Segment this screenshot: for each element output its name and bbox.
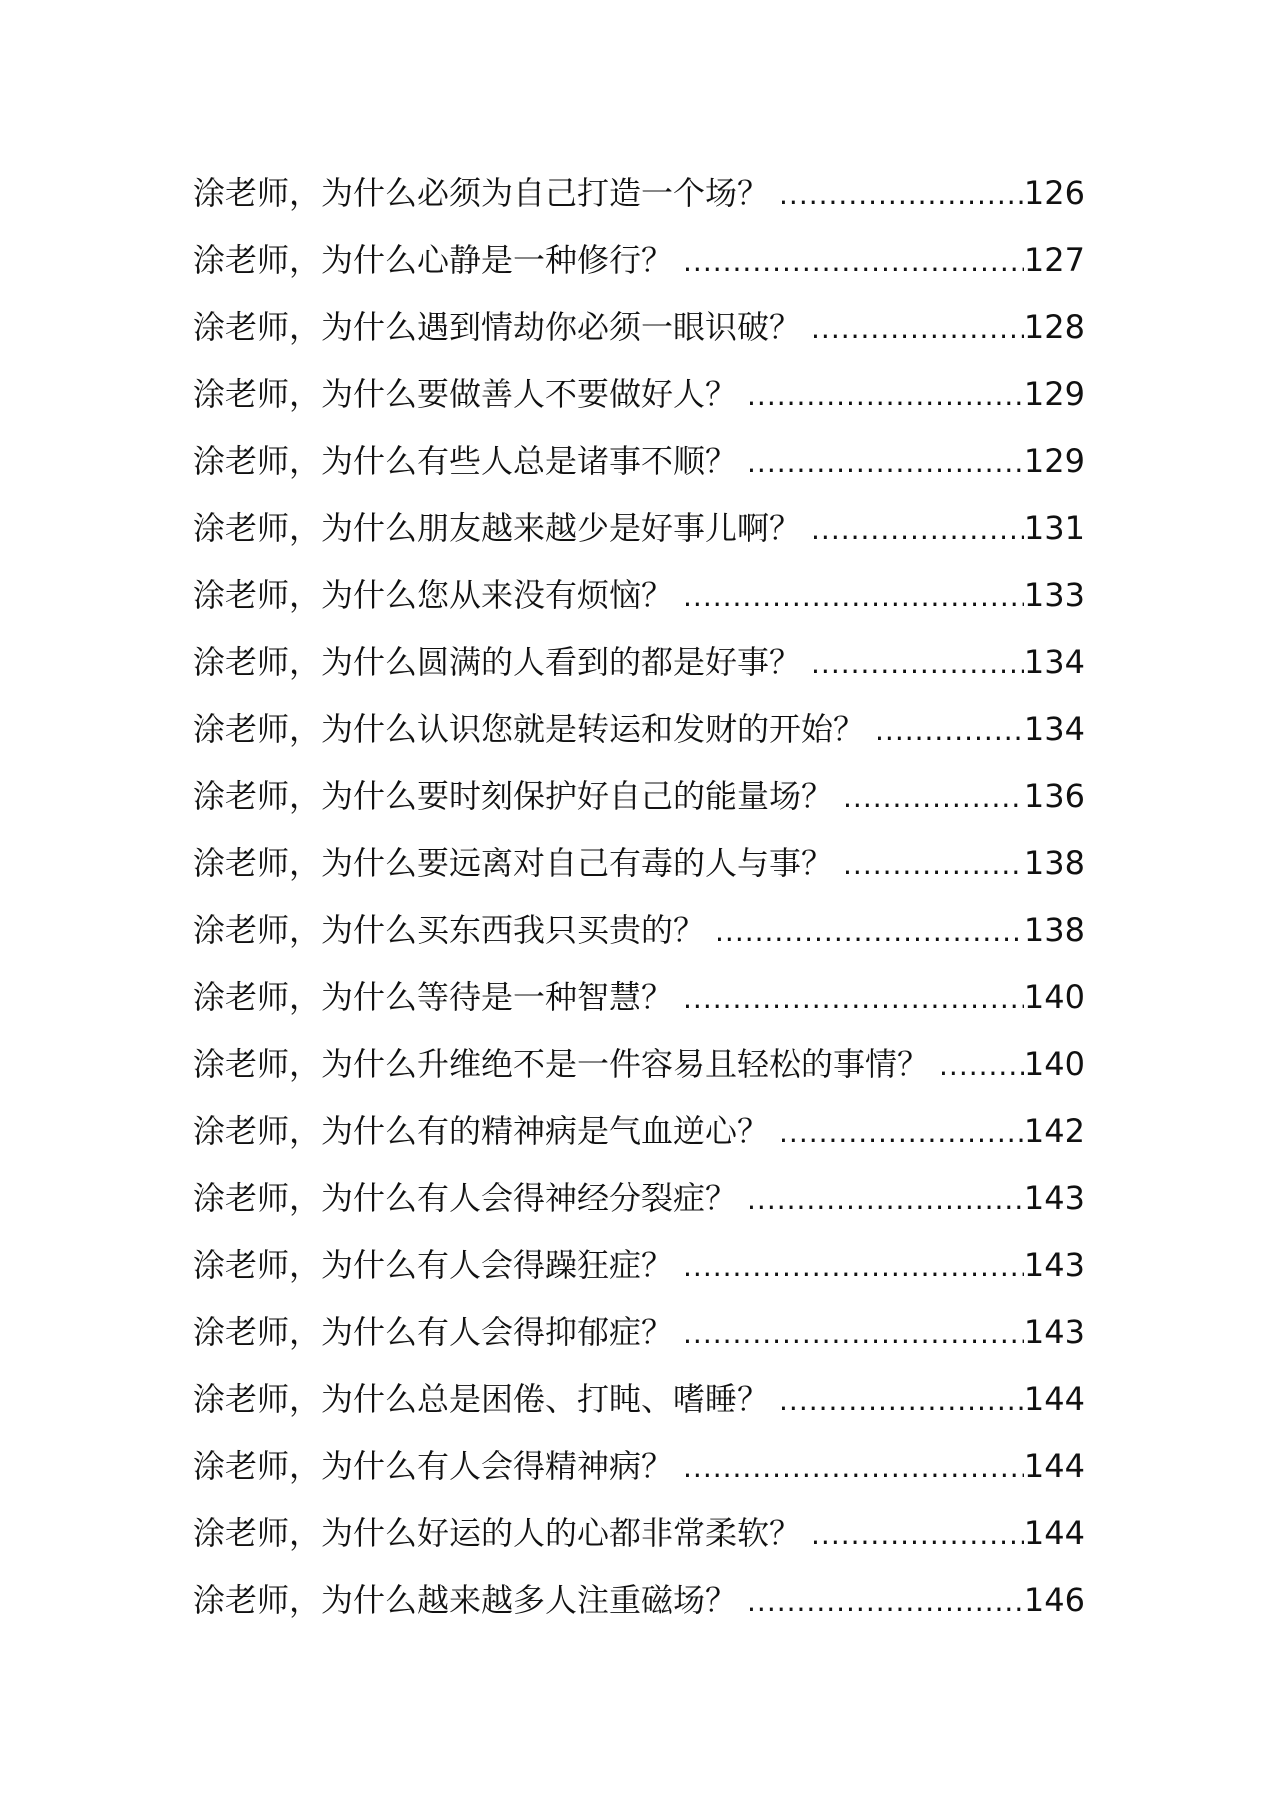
dot-leader	[747, 362, 1024, 429]
dot-leader	[683, 228, 1024, 295]
toc-entry-page: 133	[1023, 576, 1085, 614]
toc-entry-page: 140	[1023, 1045, 1085, 1083]
toc-entry-title: 涂老师，为什么好运的人的心都非常柔软？	[193, 1514, 802, 1552]
toc-entry	[193, 897, 1085, 964]
toc-entry-title: 涂老师，为什么必须为自己打造一个场？	[193, 174, 770, 212]
toc-entry-page: 140	[1023, 978, 1085, 1016]
toc-entry-title: 涂老师，为什么总是困倦、打盹、嗜睡？	[193, 1380, 770, 1418]
toc-entry-page: 144	[1023, 1380, 1085, 1418]
toc-entry-title: 涂老师，为什么有人会得躁狂症？	[193, 1246, 674, 1284]
toc-entry-page: 127	[1023, 241, 1085, 279]
toc-entry-page: 129	[1023, 442, 1085, 480]
toc-entry-page: 146	[1023, 1581, 1085, 1619]
toc-entry	[193, 763, 1085, 830]
toc-entry-page: 136	[1023, 777, 1085, 815]
toc-entry	[193, 1567, 1085, 1634]
dot-leader	[779, 161, 1024, 228]
toc-entry	[193, 294, 1085, 361]
toc-entry	[193, 1500, 1085, 1567]
toc-entry-title: 涂老师，为什么圆满的人看到的都是好事？	[193, 643, 802, 681]
toc-entry-page: 134	[1023, 643, 1085, 681]
toc-entry-page: 144	[1023, 1514, 1085, 1552]
dot-leader	[747, 429, 1024, 496]
toc-entry	[193, 227, 1085, 294]
dot-leader	[747, 1568, 1024, 1635]
toc-entry-title: 涂老师，为什么要做善人不要做好人？	[193, 375, 738, 413]
toc-entry-page: 142	[1023, 1112, 1085, 1150]
dot-leader	[843, 764, 1024, 831]
toc-entry-title: 涂老师，为什么有人会得抑郁症？	[193, 1313, 674, 1351]
toc-entry-title: 涂老师，为什么要时刻保护好自己的能量场？	[193, 777, 834, 815]
dot-leader	[939, 1032, 1024, 1099]
toc-entry	[193, 1098, 1085, 1165]
dot-leader	[843, 831, 1024, 898]
dot-leader	[779, 1367, 1024, 1434]
dot-leader	[779, 1099, 1024, 1166]
dot-leader	[811, 295, 1024, 362]
toc-entry-title: 涂老师，为什么心静是一种修行？	[193, 241, 674, 279]
toc-entry	[193, 1366, 1085, 1433]
toc-entry	[193, 1165, 1085, 1232]
toc-entry-title: 涂老师，为什么有人会得精神病？	[193, 1447, 674, 1485]
toc-entry	[193, 361, 1085, 428]
toc-entry-title: 涂老师，为什么越来越多人注重磁场？	[193, 1581, 738, 1619]
dot-leader	[747, 1166, 1024, 1233]
toc-entry	[193, 495, 1085, 562]
dot-leader	[683, 965, 1024, 1032]
toc-entry	[193, 696, 1085, 763]
toc-entry-page: 138	[1023, 844, 1085, 882]
toc-entry	[193, 1031, 1085, 1098]
toc-entry-page: 143	[1023, 1246, 1085, 1284]
dot-leader	[875, 697, 1024, 764]
toc-entry	[193, 964, 1085, 1031]
toc-entry-title: 涂老师，为什么有人会得神经分裂症？	[193, 1179, 738, 1217]
toc-entry	[193, 629, 1085, 696]
toc-entry	[193, 1232, 1085, 1299]
toc-entry-title: 涂老师，为什么遇到情劫你必须一眼识破？	[193, 308, 802, 346]
toc-entry	[193, 428, 1085, 495]
toc-entry-title: 涂老师，为什么有的精神病是气血逆心？	[193, 1112, 770, 1150]
toc-entry-title: 涂老师，为什么认识您就是转运和发财的开始？	[193, 710, 866, 748]
toc-entry-title: 涂老师，为什么有些人总是诸事不顺？	[193, 442, 738, 480]
toc-entry-page: 143	[1023, 1179, 1085, 1217]
toc-entry-page: 144	[1023, 1447, 1085, 1485]
toc-entry	[193, 562, 1085, 629]
dot-leader	[811, 496, 1024, 563]
table-of-contents	[193, 160, 1085, 1634]
dot-leader	[683, 563, 1024, 630]
toc-entry-title: 涂老师，为什么买东西我只买贵的？	[193, 911, 706, 949]
dot-leader	[683, 1300, 1024, 1367]
dot-leader	[683, 1434, 1024, 1501]
dot-leader	[683, 1233, 1024, 1300]
toc-entry-title: 涂老师，为什么要远离对自己有毒的人与事？	[193, 844, 834, 882]
toc-entry-title: 涂老师，为什么升维绝不是一件容易且轻松的事情？	[193, 1045, 930, 1083]
toc-entry-page: 129	[1023, 375, 1085, 413]
toc-entry-page: 134	[1023, 710, 1085, 748]
dot-leader	[811, 630, 1024, 697]
dot-leader	[715, 898, 1024, 965]
toc-entry	[193, 1299, 1085, 1366]
toc-entry-page: 131	[1023, 509, 1085, 547]
toc-entry-page: 126	[1023, 174, 1085, 212]
toc-entry-page: 143	[1023, 1313, 1085, 1351]
toc-entry-title: 涂老师，为什么您从来没有烦恼？	[193, 576, 674, 614]
toc-entry-title: 涂老师，为什么朋友越来越少是好事儿啊？	[193, 509, 802, 547]
toc-entry-page: 138	[1023, 911, 1085, 949]
dot-leader	[811, 1501, 1024, 1568]
toc-entry	[193, 160, 1085, 227]
toc-entry-title: 涂老师，为什么等待是一种智慧？	[193, 978, 674, 1016]
toc-entry-page: 128	[1023, 308, 1085, 346]
toc-entry	[193, 830, 1085, 897]
toc-entry	[193, 1433, 1085, 1500]
